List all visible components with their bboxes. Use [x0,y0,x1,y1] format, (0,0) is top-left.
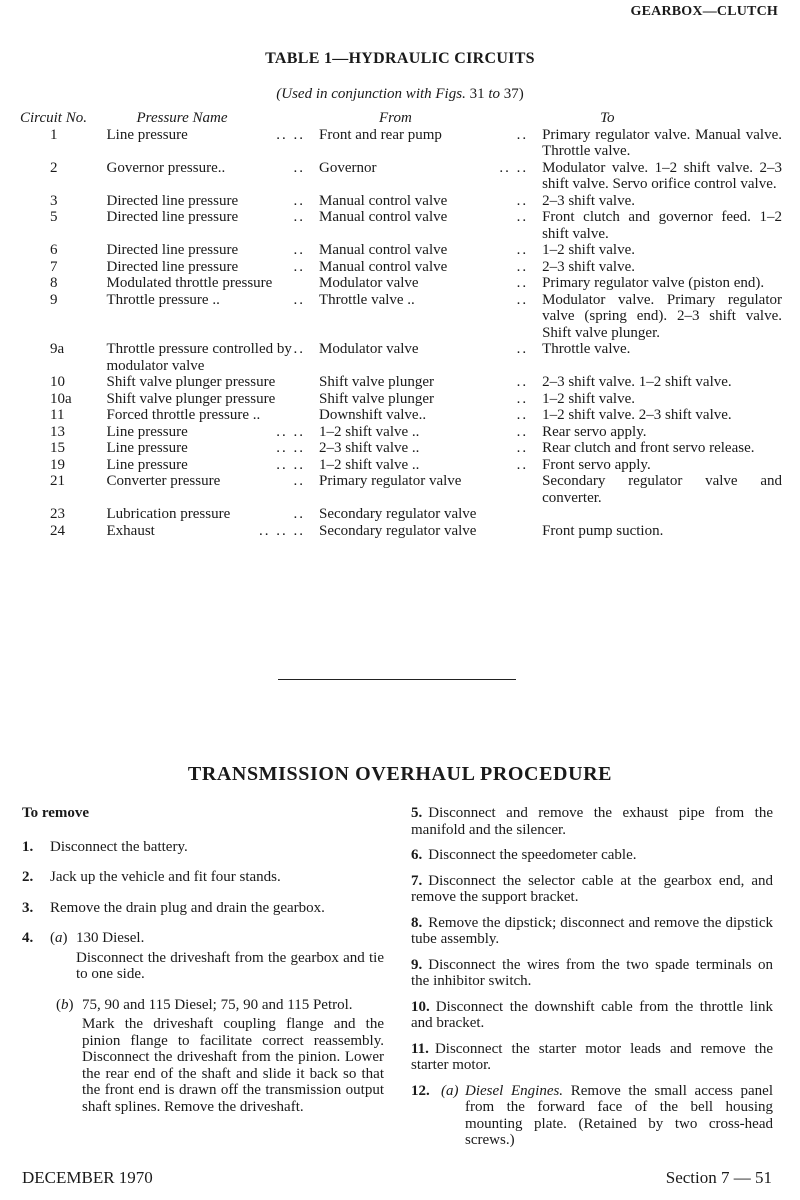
cell-pressure-name-text: Converter pressure [106,473,221,489]
cell-from [319,506,542,523]
table-row [20,457,782,474]
table-row [20,259,782,276]
cell-pressure-name-text: Shift valve plunger pressure [106,390,276,407]
hydraulic-circuits-table [20,110,782,539]
step-2 [22,869,384,886]
cell-from [319,242,542,259]
cell-from-text: 1–2 shift valve .. [319,423,420,440]
leader-dots: .. [516,456,529,473]
cell-from-text: Modulator valve [319,275,419,291]
step-number: 2. [22,869,34,885]
cell-from [319,407,542,424]
subtitle-fig-to: 37) [503,86,524,102]
cell-pressure-name [107,292,319,342]
step-text: Disconnect the downshift cable from the throttle link and bracket. [411,998,773,1031]
footer-date: DECEMBER 1970 [22,1168,153,1187]
cell-pressure-name-text: Shift valve plunger pressure [106,374,276,390]
cell-from-text: Manual control valve [319,192,448,209]
cell-to: 1–2 shift valve. [542,390,635,407]
leader-dots: .. [516,423,529,440]
step-9 [411,957,773,990]
right-steps [411,805,773,1074]
cell-circuit-no: 21 [50,473,65,489]
cell-from-text: Primary regulator valve [319,473,462,489]
cell-from [319,374,542,391]
cell-pressure-name [107,160,319,193]
step-number: 11. [411,1040,429,1057]
leader-dots: .. .. .. [259,522,305,539]
cell-to: Primary regulator valve. Manual valve. Throttle valve. [542,126,782,159]
cell-circuit-no: 24 [50,522,65,539]
cell-to: Secondary regulator valve and converter. [542,473,782,506]
leader-dots: .. [293,192,305,209]
leader-dots: .. [516,275,529,291]
leader-dots: .. [516,407,529,423]
cell-pressure-name [107,424,319,441]
cell-to: Modulator valve. Primary regulator valve (spring end). 2–3 shift valve. Shift valve plunger. [542,291,782,341]
table-row [20,292,782,342]
cell-pressure-name [107,193,319,210]
cell-pressure-name-text: Throttle pressure controlled by modulator valve [106,341,292,374]
cell-from [319,275,542,292]
cell-pressure-name [107,440,319,457]
leader-dots: .. [293,209,305,225]
cell-pressure-name [107,391,319,408]
step-text: Remove the dipstick; disconnect and remove the dipstick tube assembly. [411,914,773,947]
leader-dots: .. .. [276,440,305,456]
leader-dots: .. [516,209,529,225]
subtitle-fig-from: 31 [469,86,485,102]
cell-circuit-no: 6 [50,242,58,258]
cell-from [319,523,542,540]
cell-to: 1–2 shift valve. 2–3 shift valve. [542,407,732,423]
table-row [20,473,782,506]
cell-pressure-name [107,506,319,523]
cell-circuit-no: 10 [50,374,65,390]
table-row [20,275,782,292]
cell-from [319,292,542,342]
step-number: 4. [22,930,34,946]
step-3 [22,900,384,917]
table-header-row [20,110,782,127]
table-row [20,242,782,259]
cell-from-text: Shift valve plunger [319,390,434,407]
column-header-pressure-name: Pressure Name [136,110,228,126]
cell-circuit-no: 11 [50,407,65,423]
cell-from-text: Governor [319,159,377,176]
cell-pressure-name [107,127,319,160]
cell-to: 2–3 shift valve. [542,258,635,275]
cell-pressure-name-text: Line pressure [106,423,188,440]
cell-from [319,341,542,374]
cell-to [542,506,782,523]
cell-to: 2–3 shift valve. [542,192,635,209]
step-4b-text: Mark the driveshaft coupling flange and the pinion flange to facilitate correct reassembly. Disconnect the driveshaft from the pinion. Lower the rear end of the shaft and slide it back so that the front end is drawn off the transmission output shaft splines. Remove the driveshaft. [82,1016,384,1115]
cell-to: Front servo apply. [542,456,651,473]
footer-page-number: Section 7 — 51 [665,1168,772,1187]
cell-to: 2–3 shift valve. 1–2 shift valve. [542,374,732,390]
subtitle-mid: to [488,86,500,102]
cell-pressure-name [107,473,319,506]
cell-pressure-name-text: Governor pressure.. [106,159,226,176]
cell-pressure-name-text: Exhaust [106,522,155,539]
leader-dots: .. [293,159,305,176]
table-row [20,193,782,210]
cell-circuit-no: 19 [50,456,65,473]
cell-to: Modulator valve. 1–2 shift valve. 2–3 shift valve. Servo orifice control valve. [542,159,782,192]
step-text: Remove the drain plug and drain the gearbox. [50,899,325,916]
leader-dots: .. [516,192,529,209]
subhead-to-remove: To remove [22,805,90,821]
cell-from-text: Manual control valve [319,258,448,275]
step-number: 12. [411,1082,430,1099]
step-1 [22,839,384,856]
cell-pressure-name [107,242,319,259]
cell-circuit-no: 2 [50,159,58,176]
cell-to: Primary regulator valve (piston end). [542,275,765,291]
section-title: TRANSMISSION OVERHAUL PROCEDURE [187,763,613,785]
cell-circuit-no: 1 [50,126,58,143]
cell-pressure-name-text: Line pressure [106,126,188,143]
cell-from-text: Shift valve plunger [319,374,434,390]
leader-dots: .. [293,291,305,308]
column-header-from: From [379,110,412,126]
cell-from [319,193,542,210]
subtitle-pre: (Used in conjunction with Figs. [276,86,466,102]
leader-dots: .. [293,242,305,258]
step-12a-text: Remove the small access panel from the forward face of the bell housing mounting plate. (Retained by two cross-head screws.) [465,1082,773,1148]
leader-dots: .. [293,473,305,489]
step-10 [411,999,773,1032]
step-text: Disconnect the starter motor leads and remove the starter motor. [411,1040,773,1073]
leader-dots: .. [516,341,529,357]
leader-dots: .. .. [499,159,529,176]
step-number: 10. [411,998,430,1015]
step-text: Jack up the vehicle and fit four stands. [50,869,281,885]
table-row [20,374,782,391]
cell-from-text: Front and rear pump [319,126,442,143]
leader-dots: .. .. [276,456,305,473]
cell-from [319,473,542,506]
step-number: 6. [411,847,423,863]
step-text: Disconnect the wires from the two spade terminals on the inhibitor switch. [411,956,773,989]
cell-pressure-name-text: Modulated throttle pressure [106,275,273,291]
cell-circuit-no: 7 [50,258,58,275]
cell-from-text: Manual control valve [319,209,448,225]
cell-to: Front clutch and governor feed. 1–2 shift valve. [542,209,782,242]
cell-to: Front pump suction. [542,522,664,539]
cell-from [319,160,542,193]
step-text: Disconnect the battery. [50,838,188,855]
step-number: 3. [22,899,34,916]
column-header-circuit-no: Circuit No. [20,110,87,126]
table-subtitle [0,86,800,103]
cell-from [319,457,542,474]
table-row [20,440,782,457]
table-row [20,407,782,424]
cell-pressure-name-text: Throttle pressure .. [106,291,220,308]
cell-pressure-name-text: Line pressure [106,440,188,456]
cell-circuit-no: 3 [50,192,58,209]
leader-dots: .. [293,258,305,275]
leader-dots: .. [516,126,529,143]
cell-circuit-no: 9 [50,291,58,308]
leader-dots: .. [516,242,529,258]
step-4b [56,997,384,1116]
left-steps [22,839,384,917]
cell-from [319,209,542,242]
cell-pressure-name [107,407,319,424]
table-row [20,523,782,540]
table-row [20,209,782,242]
step-4a [50,930,384,983]
cell-pressure-name [107,275,319,292]
step-text: Disconnect the selector cable at the gearbox end, and remove the support bracket. [411,872,773,905]
step-number: 1. [22,838,34,855]
step-5 [411,805,773,838]
cell-from [319,259,542,276]
procedure-right-column [411,805,773,1149]
sub-label-b: (b) [56,996,74,1013]
step-text: Disconnect the speedometer cable. [428,847,637,863]
leader-dots: .. .. [276,126,305,143]
step-12 [411,1083,773,1149]
table-row [20,424,782,441]
leader-dots: .. [516,440,529,456]
leader-dots: .. .. [276,423,305,440]
procedure-left-column [22,805,384,1129]
cell-to: 1–2 shift valve. [542,242,635,258]
cell-circuit-no: 9a [50,341,65,357]
cell-pressure-name-text: Directed line pressure [106,258,239,275]
cell-from-text: Modulator valve [319,341,419,357]
cell-pressure-name-text: Directed line pressure [106,242,239,258]
step-4 [22,930,384,1115]
cell-from [319,391,542,408]
leader-dots: .. [516,291,529,308]
cell-from [319,127,542,160]
step-8 [411,915,773,948]
leader-dots: .. [516,258,529,275]
step-4a-text: Disconnect the driveshaft from the gearbox and tie to one side. [76,949,384,982]
table-row [20,506,782,523]
cell-pressure-name [107,341,319,374]
table-row [20,341,782,374]
cell-from-text: Secondary regulator valve [319,506,477,522]
step-text: Disconnect and remove the exhaust pipe from the manifold and the silencer. [411,805,773,838]
cell-to: Throttle valve. [542,341,631,357]
table-row [20,127,782,160]
leader-dots: .. [293,341,305,357]
leader-dots: .. [516,374,529,390]
step-number: 8. [411,914,423,931]
cell-to: Rear clutch and front servo release. [542,440,755,456]
cell-pressure-name [107,374,319,391]
cell-pressure-name-text: Directed line pressure [106,192,239,209]
table-row [20,160,782,193]
cell-from-text: 1–2 shift valve .. [319,456,420,473]
step-number: 7. [411,872,423,889]
leader-dots: .. [293,506,305,522]
step-11 [411,1041,773,1074]
cell-from-text: Throttle valve .. [319,291,415,308]
table-body [20,127,782,540]
cell-circuit-no: 5 [50,209,58,225]
cell-pressure-name [107,209,319,242]
cell-circuit-no: 8 [50,275,58,291]
table-title: TABLE 1—HYDRAULIC CIRCUITS [265,50,535,67]
cell-circuit-no: 23 [50,506,65,522]
step-6 [411,847,773,864]
cell-circuit-no: 10a [50,390,72,407]
sub-label-a: (a) [50,930,68,946]
table-row [20,391,782,408]
sub-label-a: (a) [441,1082,459,1099]
running-head: GEARBOX—CLUTCH [630,4,778,19]
step-7 [411,873,773,906]
cell-pressure-name [107,259,319,276]
section-divider [278,679,516,680]
cell-from-text: 2–3 shift valve .. [319,440,420,456]
cell-from-text: Secondary regulator valve [319,522,477,539]
cell-from-text: Manual control valve [319,242,448,258]
cell-to: Rear servo apply. [542,423,647,440]
cell-pressure-name-text: Line pressure [106,456,188,473]
step-12a-title: Diesel Engines. [465,1082,564,1099]
leader-dots: .. [516,390,529,407]
cell-from [319,440,542,457]
cell-pressure-name-text: Directed line pressure [106,209,239,225]
cell-circuit-no: 15 [50,440,65,456]
step-number: 5. [411,805,423,821]
cell-from-text: Downshift valve.. [319,407,427,423]
cell-circuit-no: 13 [50,423,65,440]
step-4b-title: 75, 90 and 115 Diesel; 75, 90 and 115 Petrol. [82,996,353,1013]
cell-pressure-name [107,457,319,474]
cell-pressure-name [107,523,319,540]
cell-from [319,424,542,441]
step-4a-title: 130 Diesel. [76,930,145,946]
column-header-to: To [600,110,615,126]
cell-pressure-name-text: Forced throttle pressure .. [106,407,261,423]
step-number: 9. [411,956,423,973]
cell-pressure-name-text: Lubrication pressure [106,506,231,522]
